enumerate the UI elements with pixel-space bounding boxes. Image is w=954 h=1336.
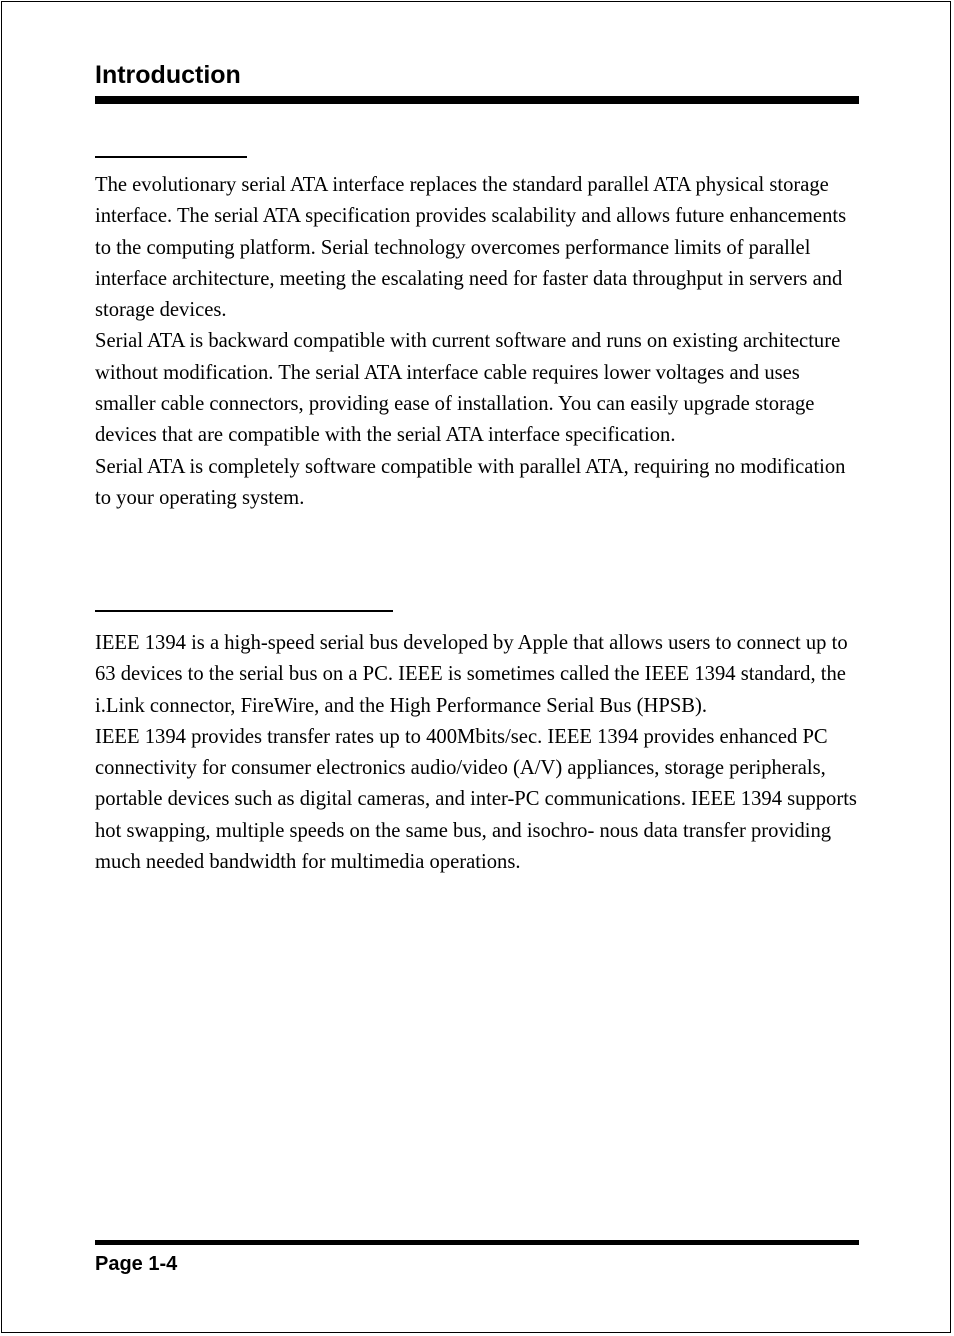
paragraph: Serial ATA is completely software compatible with parallel ATA, requiring no modification to your operating system. [95,455,846,509]
footer-divider [95,1240,859,1245]
paragraph: The evolutionary serial ATA interface replaces the standard parallel ATA physical storage interface. The serial ATA specification provides scalability and allows future enhancements to the computing platform. Serial technology overcomes performance limits of parallel interface architecture, meeting the escalating need for faster data throughput in servers and storage devices. [95,174,847,322]
section-heading-underline-ieee1394 [95,610,393,612]
page-number: Page 1-4 [95,1253,178,1275]
paragraph: Serial ATA is backward compatible with current software and runs on existing architecture without modification. The serial ATA interface cable requires lower voltages and uses smaller cable connectors, providing ease of installation. You can easily upgrade storage devices that are compatible with the serial ATA interface specification. [95,330,841,447]
section-serial-ata [95,170,865,514]
paragraph: IEEE 1394 provides transfer rates up to 400Mbits/sec. IEEE 1394 provides enhanced PC connectivity for consumer electronics audio/video (A/V) appliances, storage peripherals, portable devices such as digital cameras, and inter-PC communications. IEEE 1394 supports hot swapping, multiple speeds on the same bus, and isochro- nous data transfer providing much needed bandwidth for multimedia operations. [95,725,857,874]
header-divider [95,96,859,104]
section-ieee1394 [95,628,865,878]
section-heading-underline-serial-ata [95,156,247,158]
paragraph: IEEE 1394 is a high-speed serial bus developed by Apple that allows users to connect up to 63 devices to the serial bus on a PC. IEEE is sometimes called the IEEE 1394 standard, the i.Link connector, FireWire, and the High Performance Serial Bus (HPSB). [95,632,848,717]
page-title: Introduction [95,61,241,89]
